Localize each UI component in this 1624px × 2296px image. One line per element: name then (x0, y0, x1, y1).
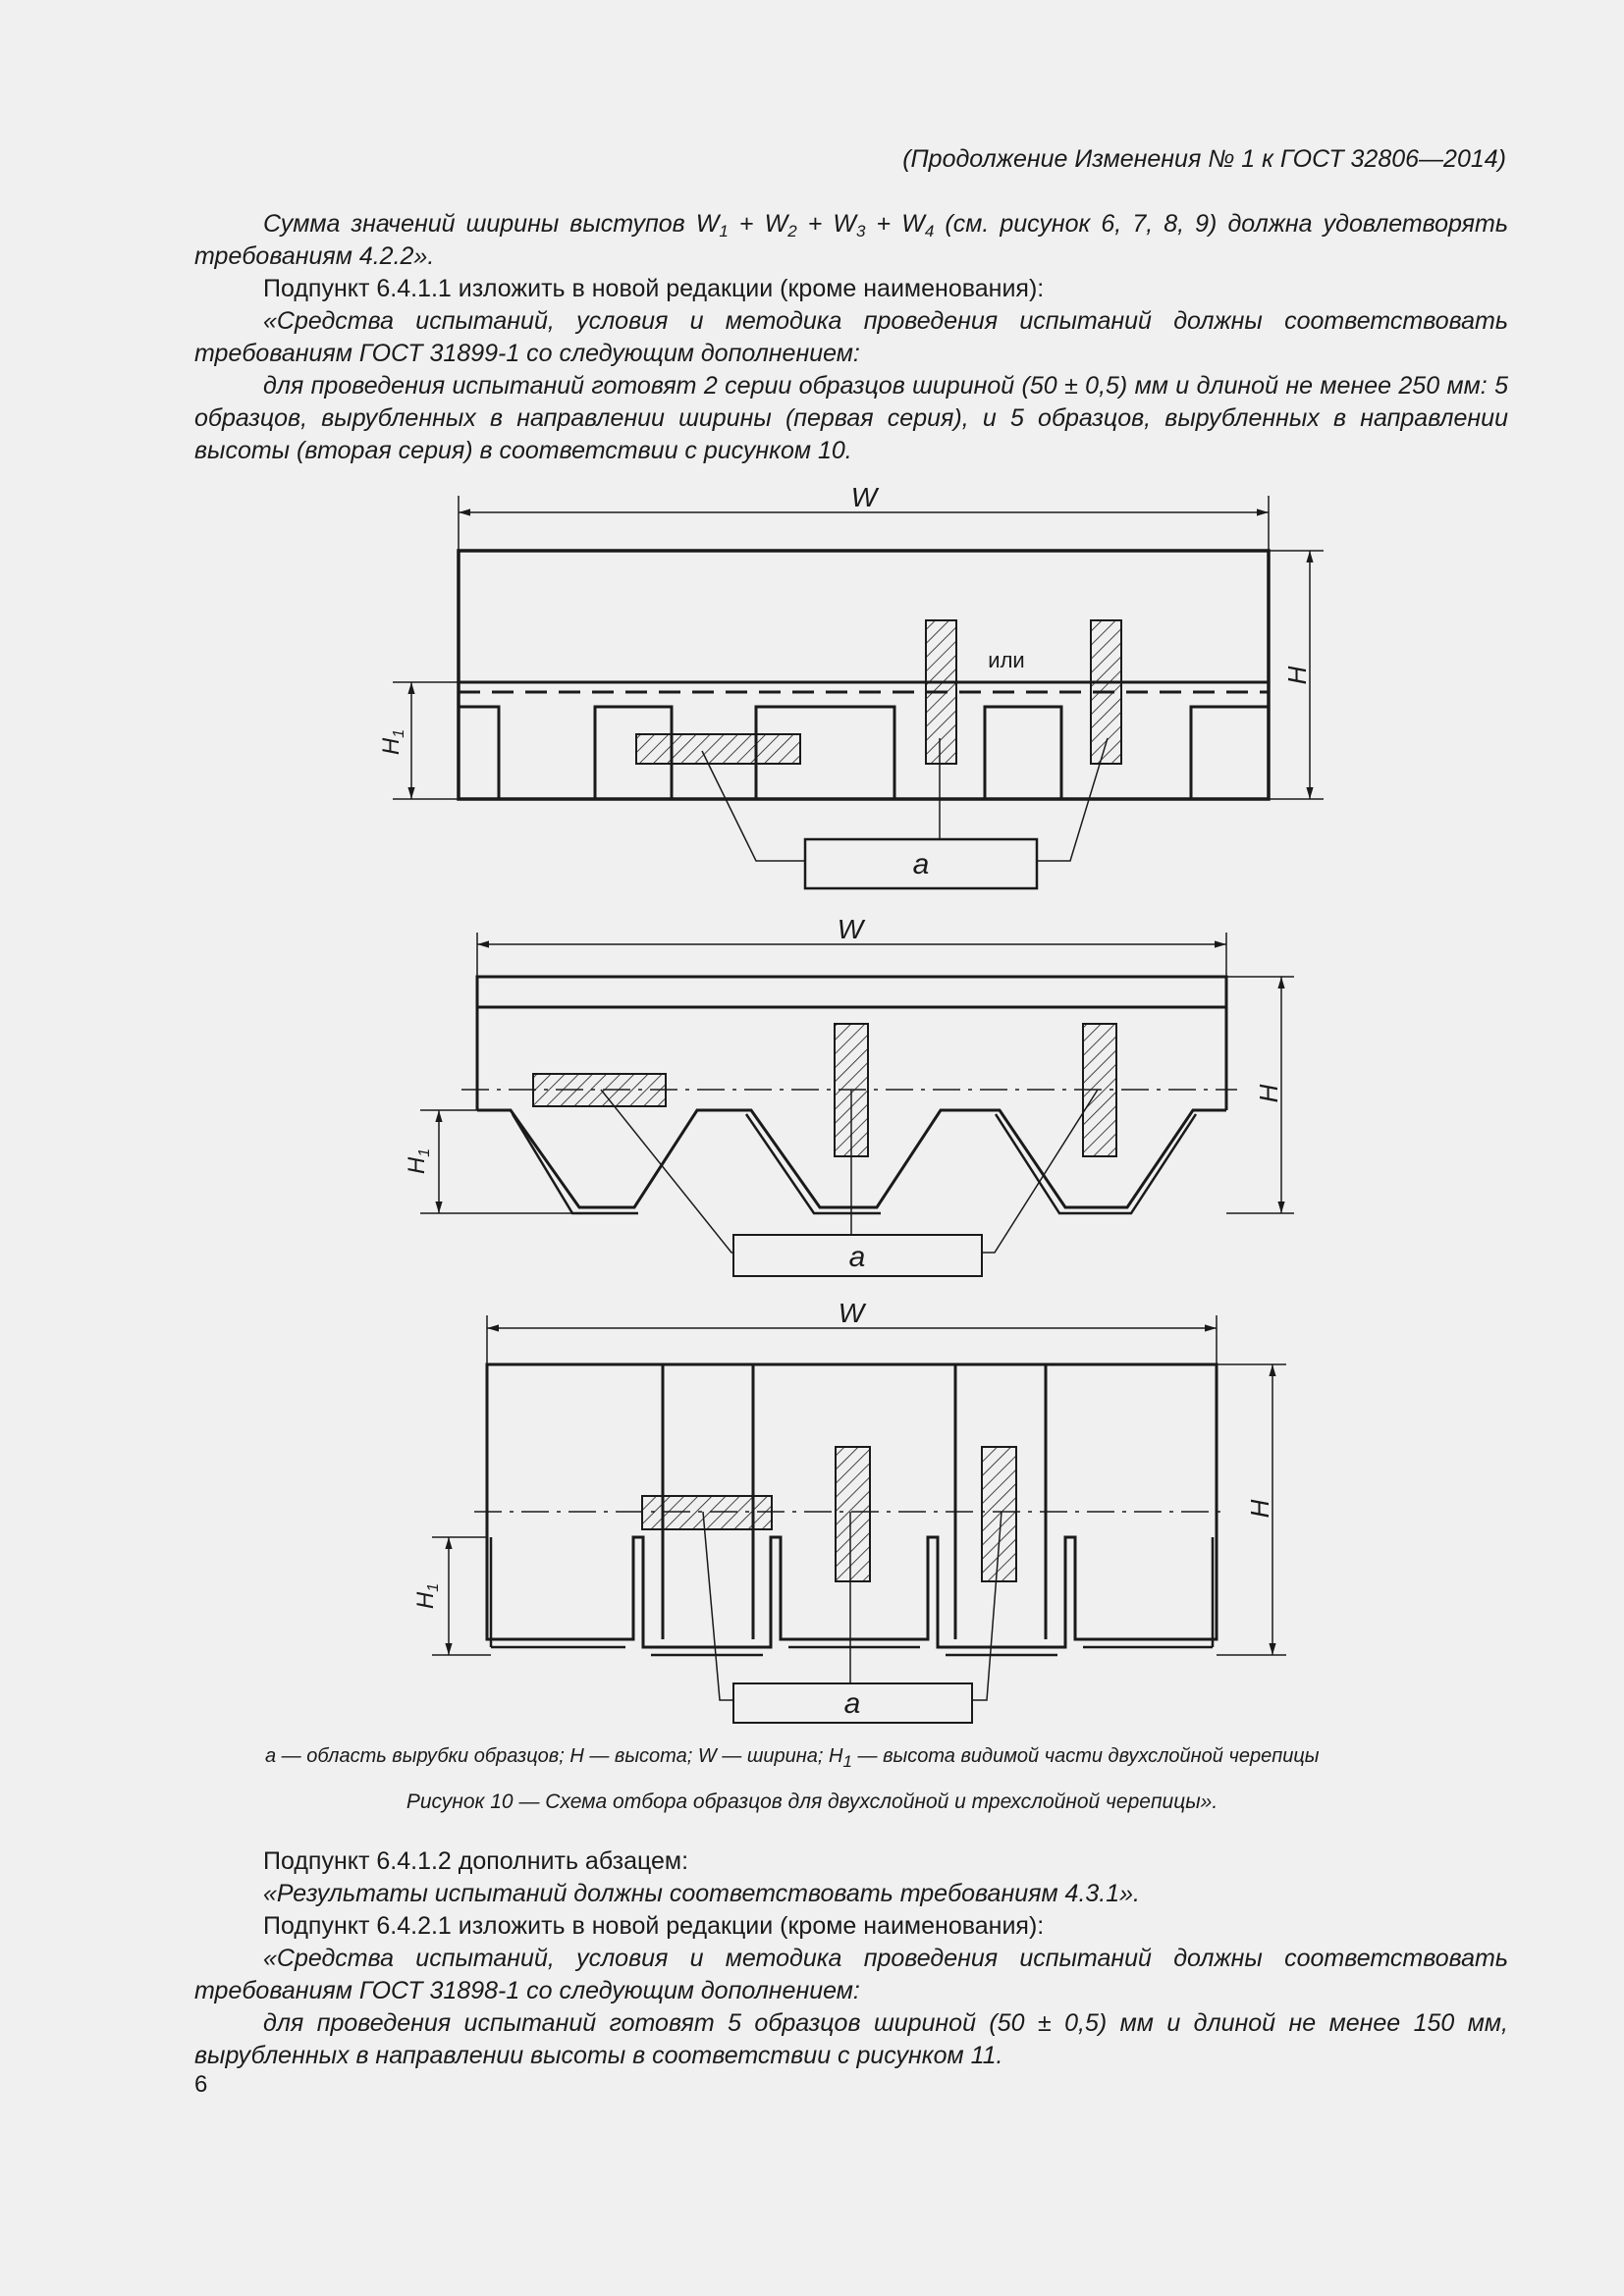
specimen-horizontal (636, 734, 800, 764)
figure-caption: Рисунок 10 — Схема отбора образцов для двухслойной и трехслойной черепицы». (406, 1790, 1218, 1813)
paragraph-test-means-2: «Средства испытаний, условия и методика проведения испытаний должны соответствовать требованиям ГОСТ 31898-1 со следующим дополнением: (194, 1945, 1508, 2004)
h-label: H (1282, 666, 1312, 685)
w-label: W (838, 1298, 865, 1328)
page-header: (Продолжение Изменения № 1 к ГОСТ 32806—2014) (902, 145, 1506, 173)
paragraph-sum-widths: Сумма значений ширины выступов $W_1 + W_2 + W_3 + W_4$ (см. рисунок 6, 7, 8, 9) должна удовлетворять требованиям 4.2.2». (194, 210, 1508, 270)
paragraph-specimen-prep: для проведения испытаний готовят 2 серии образцов шириной (50 ± 0,5) мм и длиной не менее 250 мм: 5 образцов, вырубленных в направлении ширины (первая серия), и 5 образцов, вырубленных в направлении высоты (вторая серия) в соответствии с рисунком 10. (194, 372, 1508, 464)
h1-label: $H_1$ (378, 728, 407, 756)
a-label: a (843, 1687, 861, 1720)
h-label: H (1245, 1499, 1274, 1519)
a-label: a (912, 848, 930, 881)
figure-legend: a — область вырубки образцов; H — высота; W — ширина; $H_1$ — высота видимой части двухслойной черепицы (265, 1745, 1320, 1771)
specimen-vertical-alt (1083, 1024, 1116, 1156)
specimen-vertical (926, 620, 956, 764)
paragraph-subclause-6-4-1-1: Подпункт 6.4.1.1 изложить в новой редакции (кроме наименования): (263, 275, 1045, 302)
bottom-text-block (194, 1845, 1508, 2072)
paragraph-subclause-6-4-1-2: Подпункт 6.4.1.2 дополнить абзацем: (263, 1847, 689, 1875)
paragraph-test-means: «Средства испытаний, условия и методика проведения испытаний должны соответствовать требованиям ГОСТ 31899-1 со следующим дополнением: (194, 307, 1508, 367)
specimen-horizontal (642, 1496, 772, 1529)
w-label: W (850, 482, 878, 512)
specimen-horizontal (533, 1074, 666, 1106)
a-label: a (848, 1241, 866, 1273)
diagram-two-layer-trapezoid (404, 914, 1294, 1276)
paragraph-specimen-prep-2: для проведения испытаний готовят 5 образцов шириной (50 ± 0,5) мм и длиной не менее 150 мм, вырубленных в направлении высоты в соответствии с рисунком 11. (194, 2009, 1508, 2069)
paragraph-results: «Результаты испытаний должны соответствовать требованиям 4.3.1». (263, 1880, 1141, 1907)
page-number: 6 (194, 2071, 208, 2098)
h1-label: $H_1$ (412, 1582, 442, 1610)
specimen-vertical (836, 1447, 870, 1581)
h1-label: $H_1$ (404, 1148, 433, 1175)
specimen-vertical-alt (982, 1447, 1016, 1581)
or-label: или (988, 648, 1025, 672)
h-label: H (1254, 1084, 1283, 1103)
diagram-two-layer-rect (378, 482, 1324, 888)
w-label: W (837, 914, 864, 944)
paragraph-subclause-6-4-2-1: Подпункт 6.4.2.1 изложить в новой редакции (кроме наименования): (263, 1912, 1045, 1940)
diagram-three-layer (412, 1298, 1286, 1723)
